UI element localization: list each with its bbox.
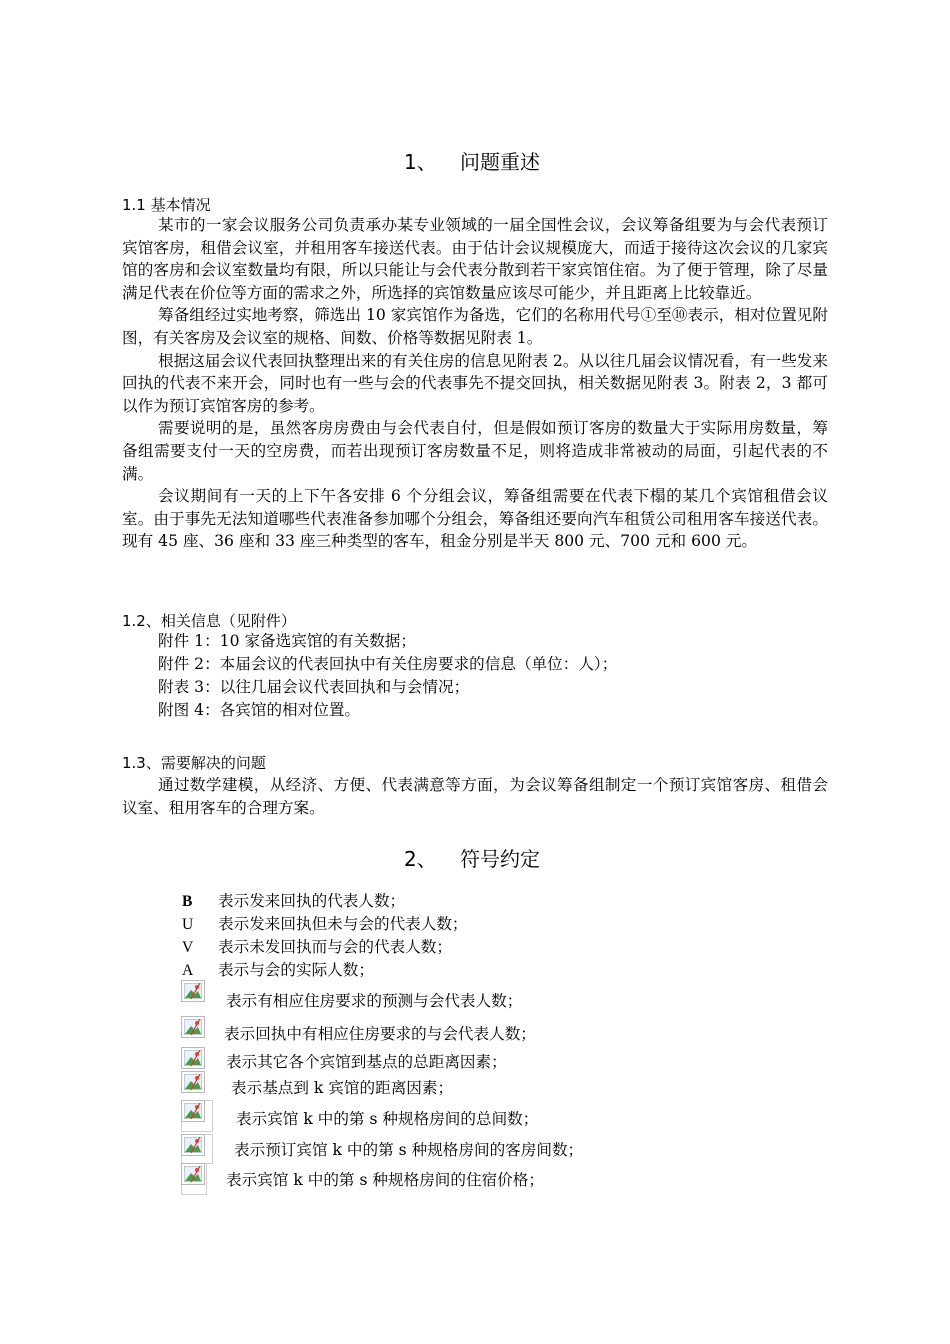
- symbol-row-u: [182, 912, 468, 934]
- section-2-number: 2、: [404, 847, 437, 871]
- broken-image-icon: [181, 1100, 205, 1122]
- symbol-desc: 表示未发回执而与会的代表人数；: [218, 938, 452, 956]
- broken-image-icon: [181, 1071, 205, 1093]
- section-2-heading: [404, 843, 540, 872]
- symbol-letter: A: [182, 962, 194, 979]
- symbol-letter: U: [182, 916, 194, 933]
- symbol-letter: V: [182, 939, 194, 956]
- attachment-list: [158, 630, 617, 722]
- section-1-heading: [404, 146, 540, 175]
- symbol-desc-row: 表示回执中有相应住房要求的与会代表人数；: [224, 1025, 536, 1043]
- section-1-title: 问题重述: [460, 150, 540, 174]
- broken-image-icon: [181, 980, 205, 1002]
- symbol-desc-row: 表示有相应住房要求的预测与会代表人数；: [226, 992, 523, 1010]
- symbol-desc: 表示与会的实际人数；: [218, 961, 374, 979]
- symbol-desc-row: 表示基点到 k 宾馆的距离因素；: [231, 1079, 454, 1097]
- paragraph-3: 根据这届会议代表回执整理出来的有关住房的信息见附表 2。从以往几届会议情况看，有一些发来回执的代表不来开会，同时也有一些与会的代表事先不提交回执，相关数据见附表 3。附表 2，3 都可以作为预订宾馆客房的参考。: [122, 351, 828, 415]
- broken-image-icon: [181, 1047, 205, 1069]
- symbol-desc: 表示发来回执但未与会的代表人数；: [218, 915, 468, 933]
- symbol-desc-row: 表示其它各个宾馆到基点的总距离因素；: [226, 1053, 507, 1071]
- paragraph-problem: 通过数学建模，从经济、方便、代表满意等方面，为会议筹备组制定一个预订宾馆客房、租借会议室、租用客车的合理方案。: [122, 776, 828, 817]
- broken-image-icon: [181, 1163, 205, 1185]
- symbol-row-a: [182, 958, 374, 980]
- symbol-row-b: [182, 889, 405, 911]
- paragraph-2: 筹备组经过实地考察，筛选出 10 家宾馆作为备选，它们的名称用代号①至⑩表示，相对位置见附图，有关客房及会议室的规格、间数、价格等数据见附表 1。: [122, 306, 828, 347]
- section-2-title: 符号约定: [460, 847, 540, 871]
- symbol-desc: 表示发来回执的代表人数；: [218, 892, 406, 910]
- broken-image-icon: [181, 1134, 205, 1156]
- subsection-1-3-heading: 1.3、需要解决的问题: [122, 754, 266, 772]
- section-1-number: 1、: [404, 150, 437, 174]
- symbol-desc-row: 表示宾馆 k 中的第 s 种规格房间的住宿价格；: [226, 1171, 544, 1189]
- symbol-letter: B: [182, 893, 193, 910]
- subsection-1-2-heading: 1.2、相关信息（见附件）: [122, 612, 296, 630]
- symbol-desc-row: 表示预订宾馆 k 中的第 s 种规格房间的客房间数；: [234, 1141, 584, 1159]
- subsection-1-3-body: [122, 774, 828, 819]
- symbol-row-v: [182, 935, 452, 957]
- paragraph-5: 会议期间有一天的上下午各安排 6 个分组会议，筹备组需要在代表下榻的某几个宾馆租借会议室。由于事先无法知道哪些代表准备参加哪个分组会，筹备组还要向汽车租赁公司租用客车接送代表。现有 45 座、36 座和 33 座三种类型的客车，租金分别是半天 800 元、700 元和 600 元。: [122, 487, 828, 551]
- broken-image-icon: [181, 1016, 205, 1038]
- attachment-item: 附图 4：各宾馆的相对位置。: [158, 701, 361, 719]
- paragraph-1: 某市的一家会议服务公司负责承办某专业领域的一届全国性会议，会议筹备组要为与会代表预订宾馆客房，租借会议室，并租用客车接送代表。由于估计会议规模庞大，而适于接待这次会议的几家宾馆的客房和会议室数量均有限，所以只能让与会代表分散到若干家宾馆住宿。为了便于管理，除了尽量满足代表在价位等方面的需求之外，所选择的宾馆数量应该尽可能少，并且距离上比较靠近。: [122, 216, 828, 302]
- subsection-1-1-body: [122, 214, 828, 553]
- attachment-item: 附件 2：本届会议的代表回执中有关住房要求的信息（单位：人）；: [158, 655, 618, 673]
- symbol-desc-row: 表示宾馆 k 中的第 s 种规格房间的总间数；: [236, 1110, 539, 1128]
- attachment-item: 附件 1：10 家备选宾馆的有关数据；: [158, 632, 416, 650]
- paragraph-4: 需要说明的是，虽然客房房费由与会代表自付，但是假如预订客房的数量大于实际用房数量，筹备组需要支付一天的空房费，而若出现预订客房数量不足，则将造成非常被动的局面，引起代表的不满。: [122, 419, 828, 483]
- subsection-1-1-heading: 1.1 基本情况: [122, 196, 211, 214]
- attachment-item: 附表 3：以往几届会议代表回执和与会情况；: [158, 678, 470, 696]
